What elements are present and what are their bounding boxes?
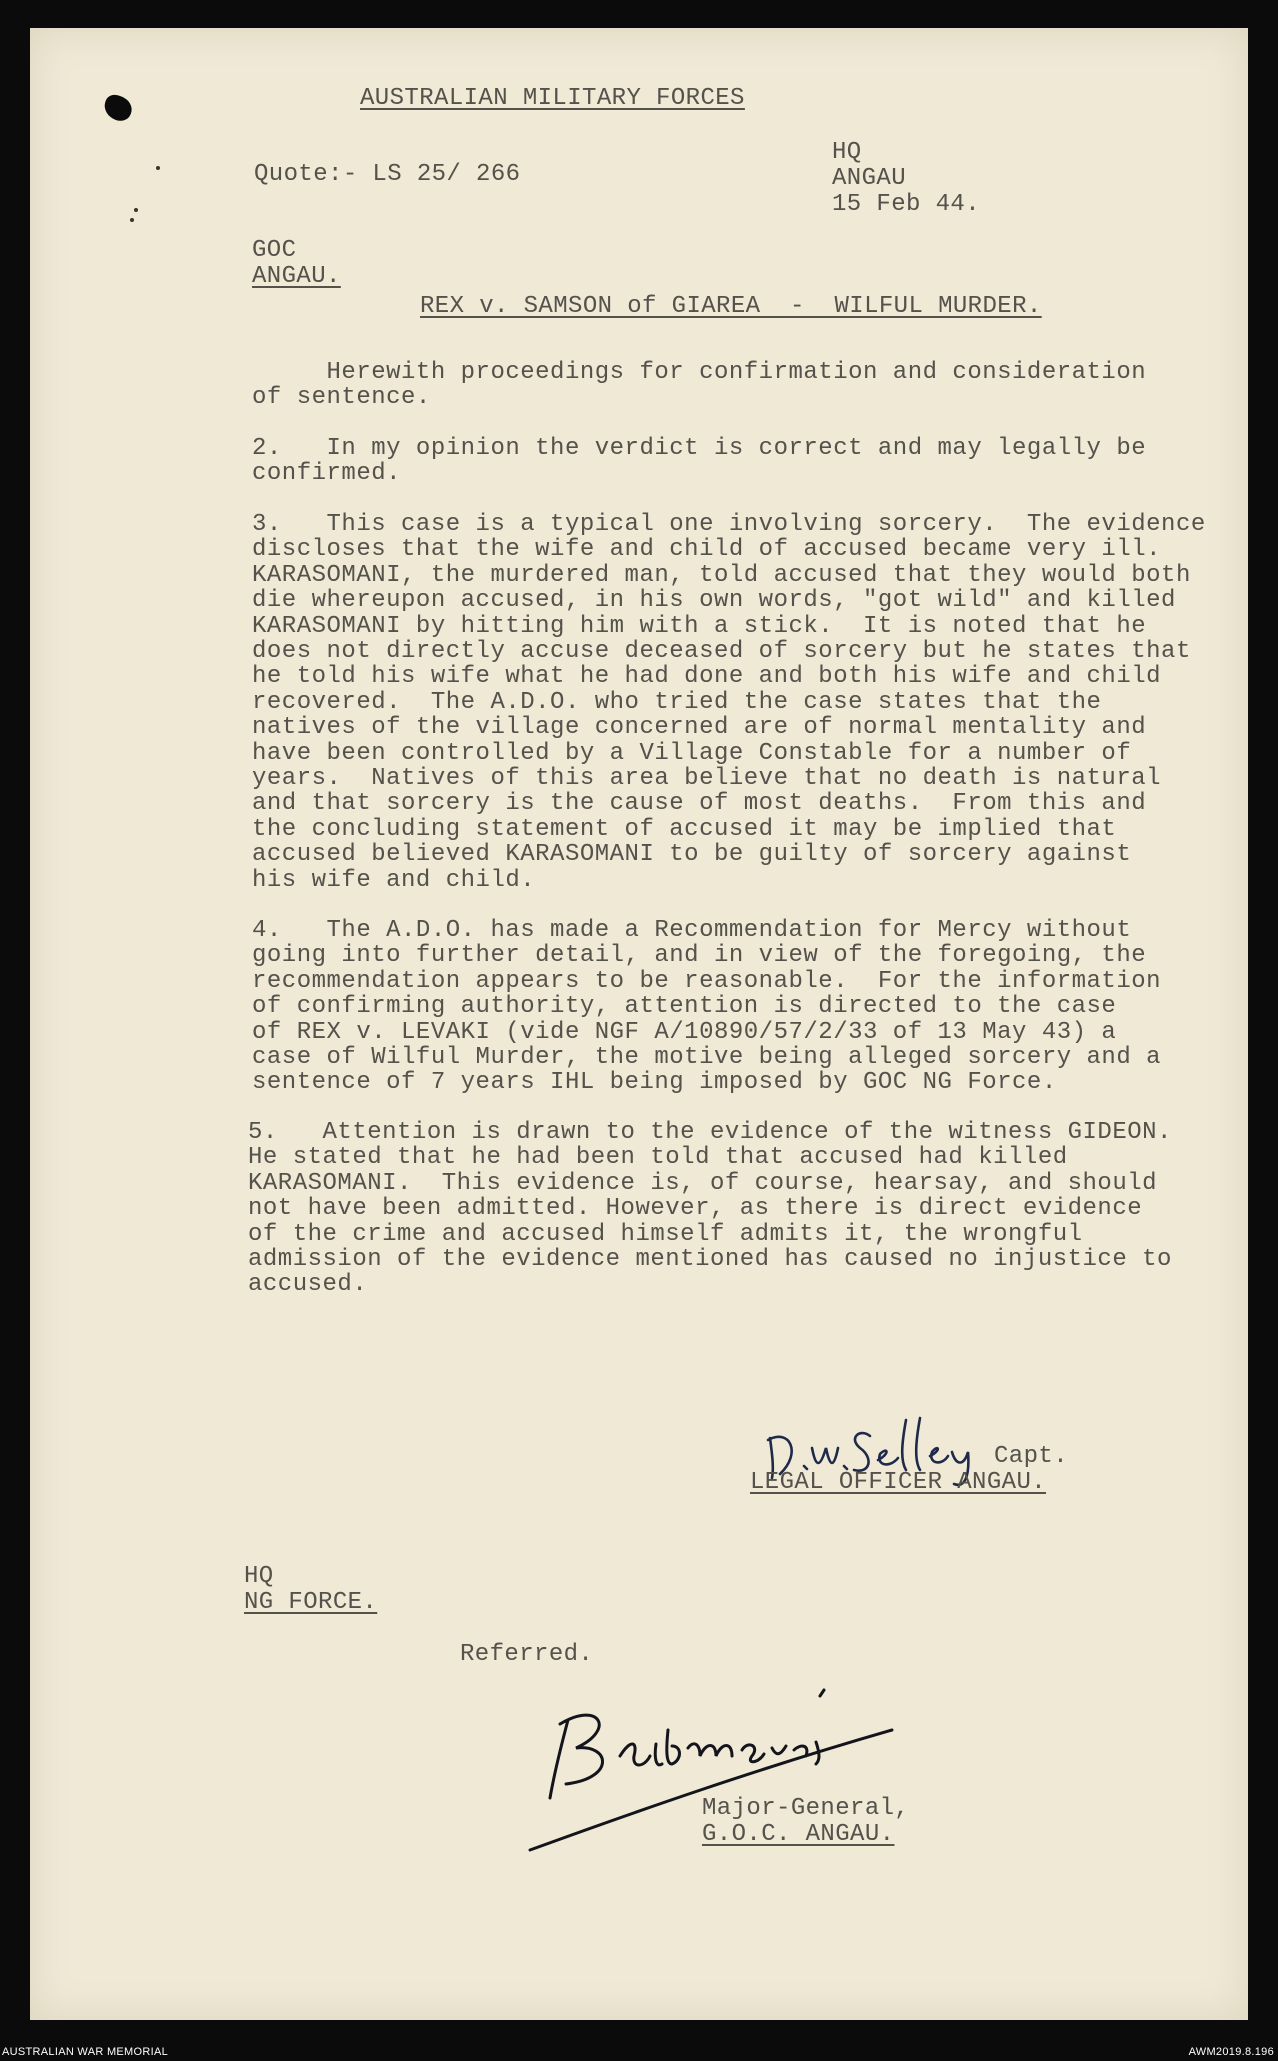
punch-hole: [101, 92, 136, 124]
paragraph-4: 4. The A.D.O. has made a Recommendation for Mercy without going into further detail, and in view of the foregoing, the recommendation appears to be reasonable. For the information of confirming authority, attention is directed to the case of REX v. LEVAKI (vide NGF A/10890/57/2/33 of 13 May 43) a case of Wilful Murder, the motive being alleged sorcery and a sentence of 7 years IHL being imposed by GOC NG Force.: [252, 917, 1162, 1097]
quote-reference: Quote:- LS 25/ 266: [254, 161, 521, 188]
referred-note: Referred.: [460, 1641, 594, 1668]
sender-hq: HQ: [832, 139, 862, 166]
legal-officer-title: LEGAL OFFICER ANGAU.: [750, 1469, 1047, 1496]
paragraph-1: Herewith proceedings for confirmation and consideration of sentence.: [252, 359, 1147, 412]
subject-line: REX v. SAMSON of GIAREA - WILFUL MURDER.: [420, 293, 1042, 320]
footer-accession-number: AWM2019.8.196: [1188, 2046, 1274, 2058]
paragraph-2: 2. In my opinion the verdict is correct and may legally be confirmed.: [252, 435, 1147, 488]
document-heading: AUSTRALIAN MILITARY FORCES: [360, 85, 745, 112]
recipient-unit: ANGAU.: [252, 263, 341, 290]
document-date: 15 Feb 44.: [832, 191, 981, 218]
paragraph-5: 5. Attention is drawn to the evidence of the witness GIDEON. He stated that he had been told that accused had killed KARASOMANI. This evidence is, of course, hearsay, and should not have been admitted. However, as there is direct evidence of the crime and accused himself admits it, the wrongful admission of the evidence mentioned has caused no injustice to accused.: [248, 1119, 1172, 1299]
paper-mark: [130, 218, 134, 222]
paper-mark: [156, 166, 160, 170]
sender-unit: ANGAU: [832, 165, 907, 192]
paper-mark: [134, 208, 138, 212]
endorsement-unit: NG FORCE.: [244, 1589, 378, 1616]
recipient-title: GOC: [252, 237, 297, 264]
legal-officer-rank: Capt.: [994, 1443, 1069, 1470]
paragraph-3: 3. This case is a typical one involving sorcery. The evidence discloses that the wife and child of accused became very ill. KARASOMANI, the murdered man, told accused that they would both die whereupon accused, in his own words, "got wild" and killed KARASOMANI by hitting him with a stick. It is noted that he does not directly accuse deceased of sorcery but he states that he told his wife what he had done and both his wife and child recovered. The A.D.O. who tried the case states that the natives of the village concerned are of normal mentality and have been controlled by a Village Constable for a number of years. Natives of this area believe that no death is natural and that sorcery is the cause of most deaths. From this and the concluding statement of accused it may be implied that accused believed KARASOMANI to be guilty of sorcery against his wife and child.: [252, 511, 1206, 894]
footer-source: AUSTRALIAN WAR MEMORIAL: [2, 2046, 169, 2058]
major-general-title: G.O.C. ANGAU.: [702, 1821, 895, 1848]
major-general-rank: Major-General,: [702, 1795, 910, 1822]
endorsement-hq: HQ: [244, 1563, 274, 1590]
